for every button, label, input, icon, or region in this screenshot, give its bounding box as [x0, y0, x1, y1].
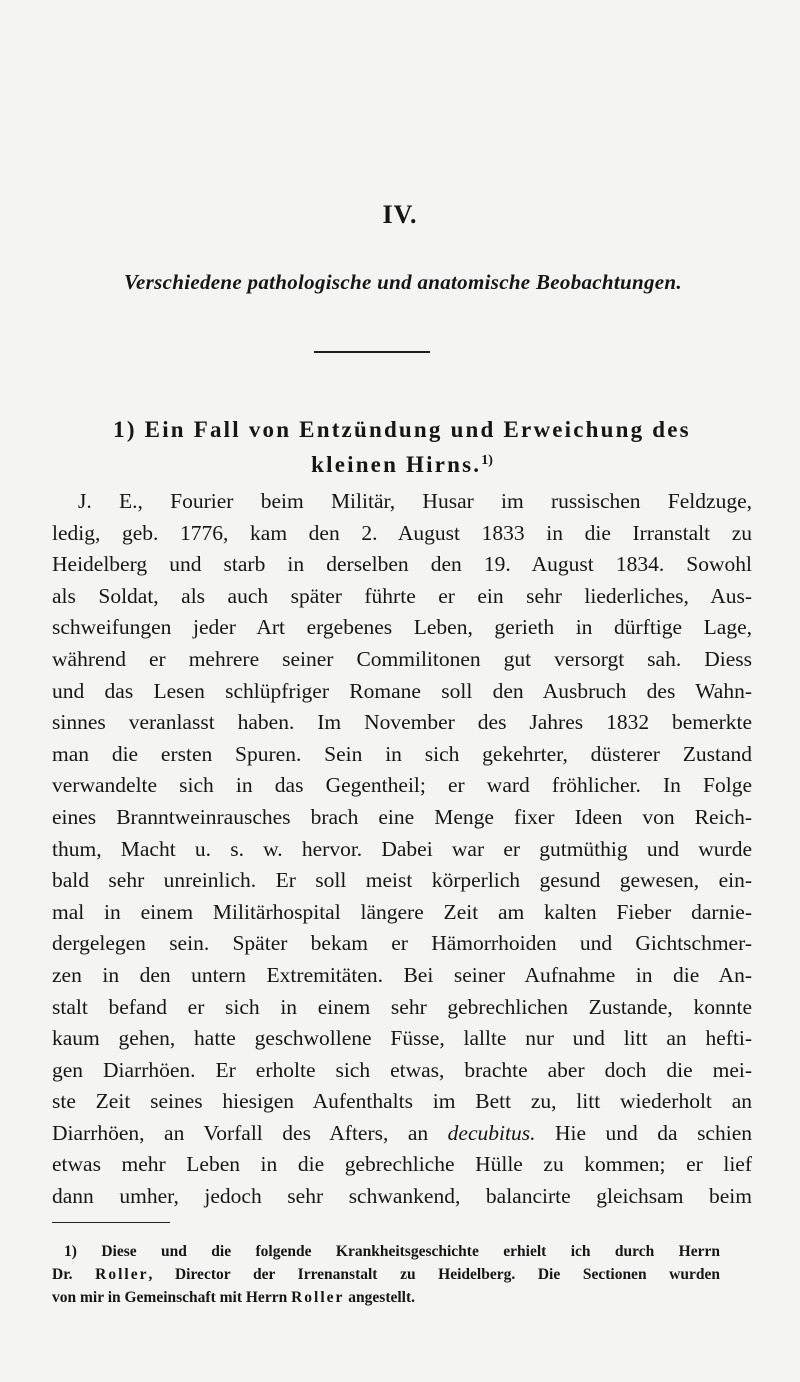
footnote-name: Roller	[291, 1289, 345, 1306]
text-segment: Hie und da schien	[535, 1120, 752, 1145]
footnote-line: 1) Diese und die folgende Krankheitsgeschichte erhielt ich durch Herrn	[64, 1243, 720, 1260]
text-line: sinnes veranlasst haben. Im November des Jahres 1832 bemerkte	[52, 710, 752, 735]
body-text	[52, 486, 752, 1213]
text-line: während er mehrere seiner Commilitonen gut versorgt sah. Diess	[52, 646, 752, 671]
footnote-segment: von mir in Gemeinschaft mit Herrn	[52, 1289, 292, 1306]
chapter-subtitle: Verschiedene pathologische und anatomische Beobachtungen.	[124, 270, 682, 294]
section-title	[52, 414, 752, 480]
text-line: ledig, geb. 1776, kam den 2. August 1833 in die Irranstalt zu	[52, 520, 752, 545]
footnote-segment: Dr.	[52, 1266, 96, 1283]
text-line	[52, 1118, 752, 1150]
text-line: als Soldat, als auch später führte er ein sehr liederliches, Aus-	[52, 583, 752, 608]
footnote-reference: 1)	[481, 453, 493, 468]
text-line: etwas mehr Leben in die gebrechliche Hülle zu kommen; er lief	[52, 1152, 752, 1177]
footnote-divider	[52, 1222, 170, 1223]
text-line: zen in den untern Extremitäten. Bei seiner Aufnahme in die An-	[52, 962, 752, 987]
footnote-segment: angestellt.	[344, 1289, 416, 1306]
section-title-line2: kleinen Hirns.	[311, 452, 482, 477]
footnote-segment: , Director der Irrenanstalt zu Heidelberg. Die Sectionen wurden	[148, 1266, 720, 1283]
footnote-line	[52, 1286, 720, 1309]
text-line: thum, Macht u. s. w. hervor. Dabei war er gutmüthig und wurde	[52, 836, 752, 861]
text-line: Heidelberg und starb in derselben den 19. August 1834. Sowohl	[52, 552, 752, 577]
text-line: dergelegen sein. Später bekam er Hämorrhoiden und Gichtschmer-	[52, 931, 752, 956]
section-title-line2-wrap	[52, 445, 752, 480]
text-line: schweifungen jeder Art ergebenes Leben, gerieth in dürftige Lage,	[52, 615, 752, 640]
text-line: bald sehr unreinlich. Er soll meist körperlich gesund gewesen, ein-	[52, 868, 752, 893]
text-line: man die ersten Spuren. Sein in sich gekehrter, düsterer Zustand	[52, 741, 752, 766]
section-title-line1: 1) Ein Fall von Entzündung und Erweichung des	[113, 417, 691, 442]
text-line: eines Branntweinrausches brach eine Menge fixer Ideen von Reich-	[52, 804, 752, 829]
text-line: und das Lesen schlüpfriger Romane soll den Ausbruch des Wahn-	[52, 678, 752, 703]
footnote-line	[52, 1263, 720, 1286]
center-divider	[314, 351, 430, 353]
text-line: J. E., Fourier beim Militär, Husar im russischen Feldzuge,	[78, 489, 752, 513]
text-segment: Diarrhöen, an Vorfall des Afters, an	[52, 1120, 448, 1145]
text-line: verwandelte sich in das Gegentheil; er ward fröhlicher. In Folge	[52, 773, 752, 798]
text-line: ste Zeit seines hiesigen Aufenthalts im Bett zu, litt wiederholt an	[52, 1089, 752, 1114]
italic-term: decubitus.	[447, 1120, 536, 1145]
text-line: kaum gehen, hatte geschwollene Füsse, lallte nur und litt an hefti-	[52, 1026, 752, 1051]
text-line: stalt befand er sich in einem sehr gebrechlichen Zustande, konnte	[52, 994, 752, 1019]
text-line: gen Diarrhöen. Er erholte sich etwas, brachte aber doch die mei-	[52, 1057, 752, 1082]
footnote	[52, 1240, 720, 1309]
chapter-number: IV.	[382, 200, 418, 229]
text-line: mal in einem Militärhospital längere Zeit am kalten Fieber darnie-	[52, 899, 752, 924]
footnote-name: Roller	[95, 1266, 149, 1283]
text-line: dann umher, jedoch sehr schwankend, balancirte gleichsam beim	[52, 1184, 752, 1209]
